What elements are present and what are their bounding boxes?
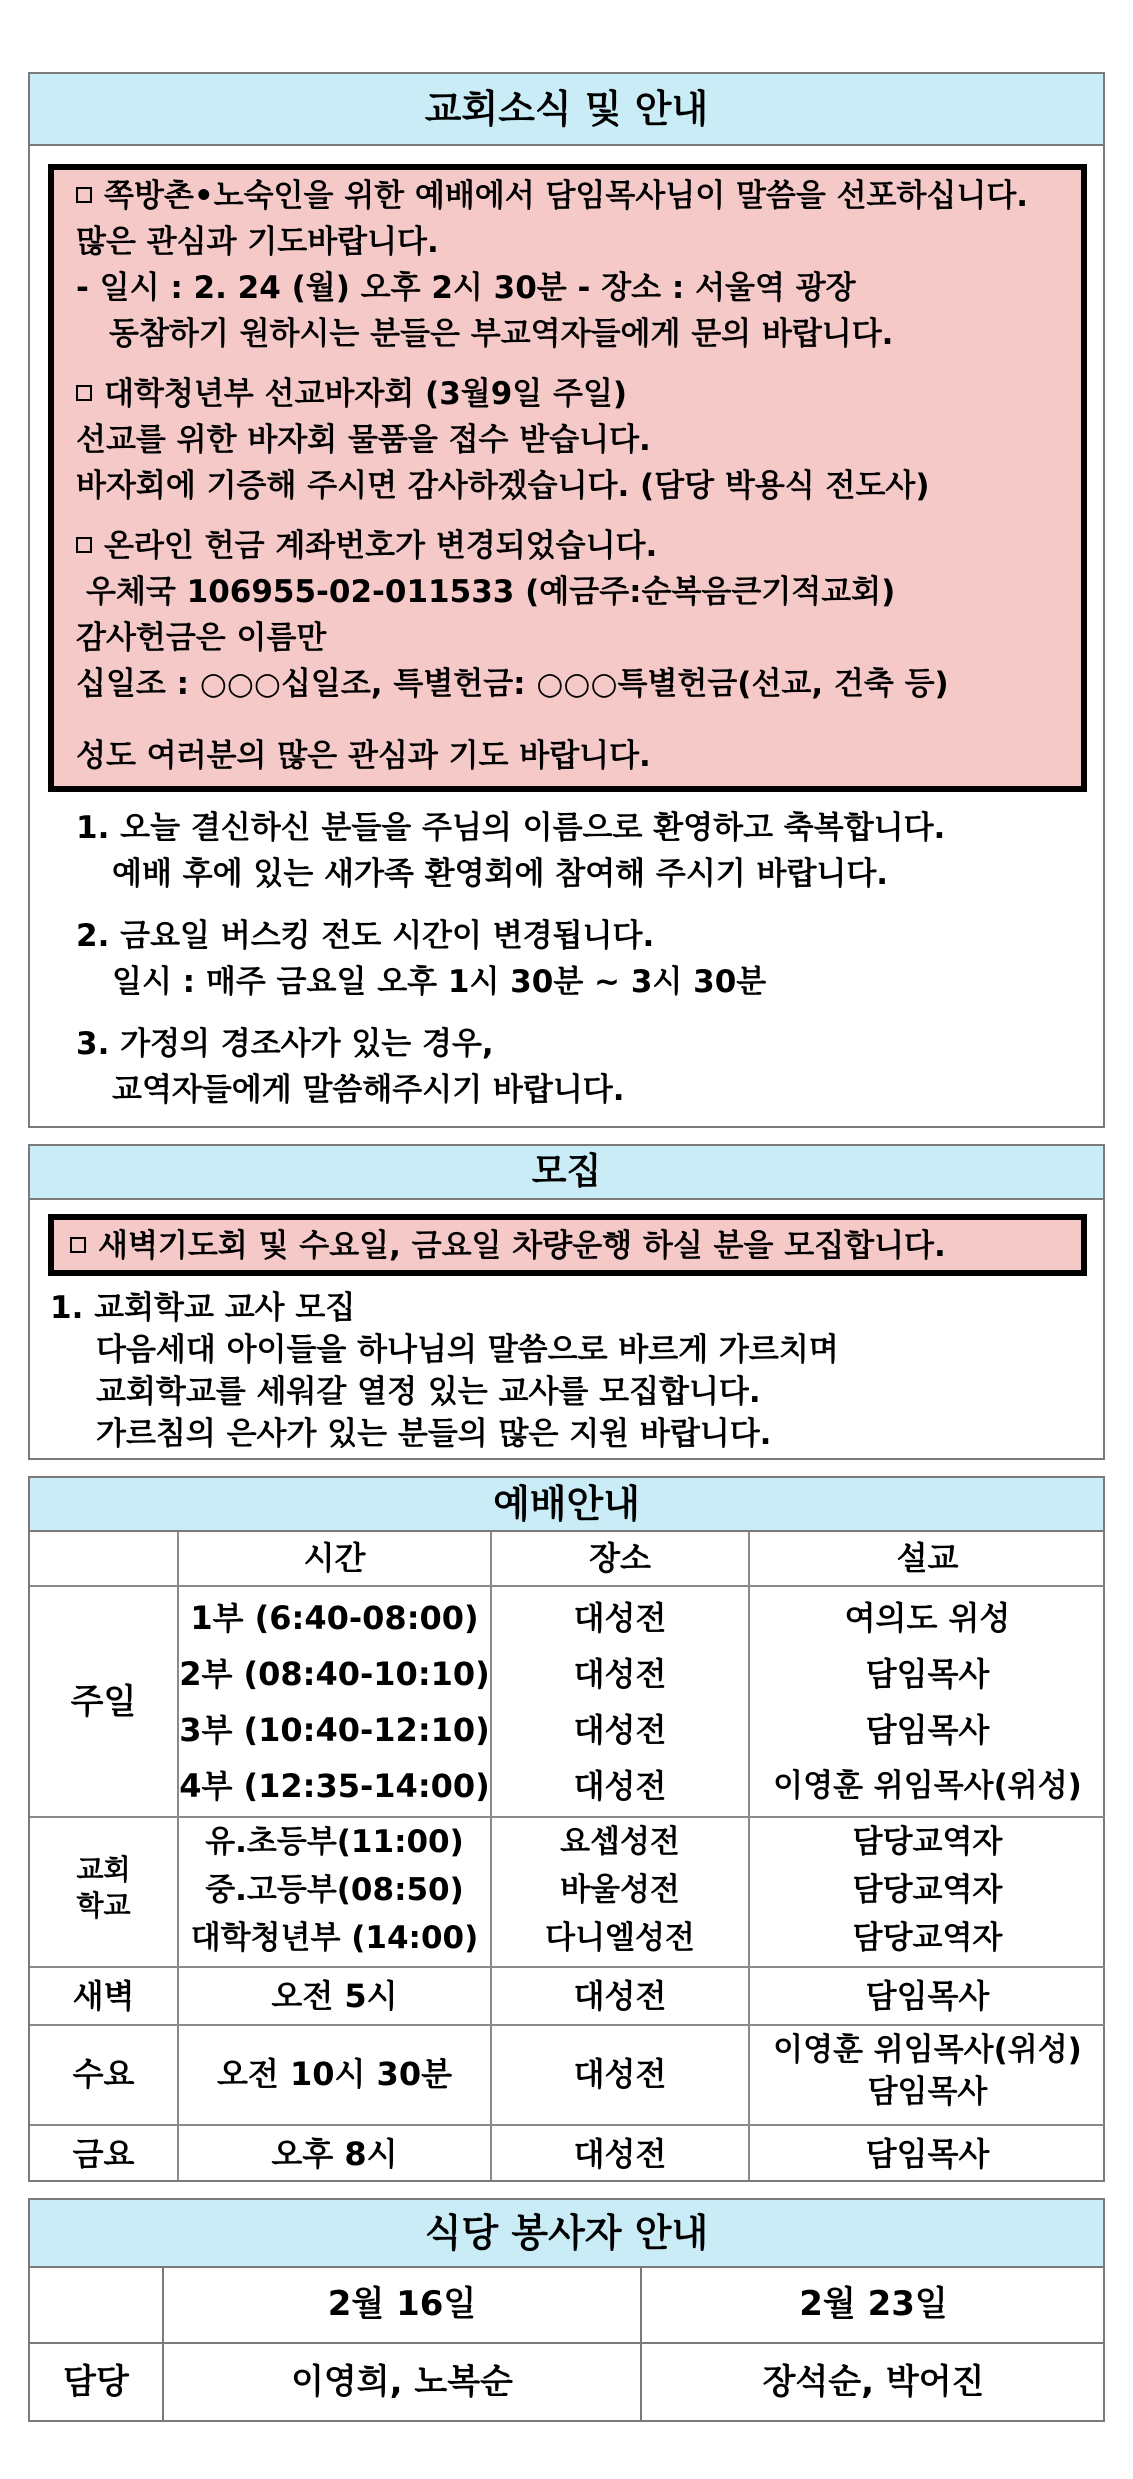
worship-school-row3-preacher: 담당교역자	[852, 1920, 1003, 1956]
worship-wednesday-preacher1: 이영훈 위임목사(위성)	[773, 2032, 1082, 2068]
news-list-item2-line2: 일시 : 매주 금요일 오후 1시 30분 ~ 3시 30분	[112, 964, 767, 1000]
cafeteria-row-label: 담당	[63, 2362, 129, 2402]
checkbox-icon	[70, 1237, 86, 1253]
worship-school-row2-time: 중.고등부(08:50)	[205, 1872, 464, 1908]
worship-friday-label: 금요	[72, 2135, 135, 2173]
news-item3-line2: 우체국 106955-02-011533 (예금주:순복음큰기적교회)	[86, 574, 896, 610]
worship-sunday-row2-time: 2부 (08:40-10:10)	[179, 1655, 490, 1693]
worship-section	[28, 1476, 1105, 2182]
worship-header-preacher: 설교	[896, 1539, 959, 1577]
worship-wednesday-place: 대성전	[573, 2055, 667, 2093]
news-item1-line1: 쪽방촌•노숙인을 위한 예배에서 담임목사님이 말씀을 선포하십니다.	[76, 176, 1028, 216]
recruit-section	[28, 1144, 1105, 1460]
worship-sunday-row4-time: 4부 (12:35-14:00)	[179, 1767, 490, 1805]
worship-sunday-row3-time: 3부 (10:40-12:10)	[179, 1711, 490, 1749]
recruit-line2: 교회학교를 세워갈 열정 있는 교사를 모집합니다.	[96, 1374, 761, 1410]
worship-wednesday-time: 오전 10시 30분	[217, 2055, 452, 2093]
worship-school-row2-preacher: 담당교역자	[852, 1872, 1003, 1908]
news-closing: 성도 여러분의 많은 관심과 기도 바랍니다.	[76, 738, 651, 774]
news-highlight-box	[48, 164, 1087, 792]
worship-school-label2: 학교	[76, 1889, 131, 1922]
news-item1-line2: 많은 관심과 기도바랍니다.	[76, 224, 439, 260]
worship-sunday-row1-preacher: 여의도 위성	[844, 1599, 1011, 1637]
recruit-box-text: 새벽기도회 및 수요일, 금요일 차량운행 하실 분을 모집합니다.	[70, 1226, 946, 1266]
cafeteria-date1: 2월 16일	[327, 2284, 477, 2324]
worship-sunday-row2-place: 대성전	[573, 1655, 667, 1693]
worship-row-divider	[30, 2124, 1105, 2126]
worship-school-row1-preacher: 담당교역자	[852, 1824, 1003, 1860]
news-item2-line1: 대학청년부 선교바자회 (3월9일 주일)	[76, 374, 627, 414]
worship-school-row3-time: 대학청년부 (14:00)	[190, 1920, 479, 1956]
worship-wednesday-preacher2: 담임목사	[867, 2074, 988, 2110]
checkbox-icon	[76, 187, 92, 203]
cafeteria-title: 식당 봉사자 안내	[30, 2200, 1103, 2268]
worship-header-time: 시간	[303, 1539, 366, 1577]
cafeteria-row-divider	[30, 2342, 1105, 2344]
news-item1-line4: 동참하기 원하시는 분들은 부교역자들에게 문의 바랍니다.	[109, 316, 894, 352]
checkbox-icon	[76, 385, 92, 401]
worship-school-row1-time: 유.초등부(11:00)	[205, 1824, 464, 1860]
worship-row-divider	[30, 1966, 1105, 1968]
worship-dawn-time: 오전 5시	[271, 1977, 398, 2015]
checkbox-icon	[76, 537, 92, 553]
cafeteria-section	[28, 2198, 1105, 2422]
recruit-line1: 다음세대 아이들을 하나님의 말씀으로 바르게 가르치며	[96, 1332, 839, 1368]
recruit-line3: 가르침의 은사가 있는 분들의 많은 지원 바랍니다.	[96, 1416, 772, 1452]
news-list-item1-line1: 1. 오늘 결신하신 분들을 주님의 이름으로 환영하고 축복합니다.	[76, 810, 946, 846]
worship-friday-time: 오후 8시	[271, 2135, 398, 2173]
worship-friday-preacher: 담임목사	[865, 2135, 990, 2173]
worship-dawn-preacher: 담임목사	[865, 1977, 990, 2015]
news-item2-line2: 선교를 위한 바자회 물품을 접수 받습니다.	[76, 422, 651, 458]
news-item3-line3: 감사헌금은 이름만	[76, 620, 327, 656]
worship-sunday-row3-preacher: 담임목사	[865, 1711, 990, 1749]
news-list-item3-line2: 교역자들에게 말씀해주시기 바랍니다.	[112, 1072, 625, 1108]
worship-title: 예배안내	[30, 1478, 1103, 1532]
worship-school-row1-place: 요셉성전	[560, 1824, 680, 1860]
worship-sunday-row3-place: 대성전	[573, 1711, 667, 1749]
worship-row-divider	[30, 2024, 1105, 2026]
worship-sunday-row1-time: 1부 (6:40-08:00)	[190, 1599, 479, 1637]
news-item3-line1: 온라인 헌금 계좌번호가 변경되었습니다.	[76, 526, 657, 566]
worship-row-divider	[30, 1816, 1105, 1818]
news-item2-line3: 바자회에 기증해 주시면 감사하겠습니다. (담당 박용식 전도사)	[76, 468, 930, 504]
worship-school-row3-place: 다니엘성전	[545, 1920, 695, 1956]
worship-header-place: 장소	[589, 1539, 651, 1577]
worship-sunday-row4-place: 대성전	[573, 1767, 667, 1805]
worship-sunday-row1-place: 대성전	[573, 1599, 667, 1637]
worship-sunday-row2-preacher: 담임목사	[865, 1655, 990, 1693]
recruit-title: 모집	[30, 1146, 1103, 1200]
worship-dawn-place: 대성전	[573, 1977, 667, 2015]
worship-sunday-row4-preacher: 이영훈 위임목사(위성)	[773, 1768, 1082, 1804]
worship-wednesday-label: 수요	[72, 2055, 135, 2093]
recruit-highlight-box	[48, 1214, 1087, 1276]
news-title: 교회소식 및 안내	[30, 74, 1103, 146]
news-item1-line3: - 일시 : 2. 24 (월) 오후 2시 30분 - 장소 : 서울역 광장	[76, 270, 856, 306]
worship-school-row2-place: 바울성전	[560, 1872, 680, 1908]
worship-row-divider	[30, 1585, 1105, 1587]
cafeteria-names1: 이영희, 노복순	[291, 2362, 513, 2402]
news-item3-line4: 십일조 : ○○○십일조, 특별헌금: ○○○특별헌금(선교, 건축 등)	[76, 666, 949, 702]
worship-friday-place: 대성전	[573, 2135, 667, 2173]
worship-school-label1: 교회	[76, 1853, 131, 1886]
news-list-item3-line1: 3. 가정의 경조사가 있는 경우,	[76, 1026, 494, 1062]
news-section	[28, 72, 1105, 1128]
cafeteria-date2: 2월 23일	[799, 2284, 948, 2324]
cafeteria-names2: 장석순, 박어진	[762, 2362, 985, 2402]
news-list-item1-line2: 예배 후에 있는 새가족 환영회에 참여해 주시기 바랍니다.	[112, 856, 889, 892]
recruit-item-title: 1. 교회학교 교사 모집	[50, 1290, 356, 1326]
news-list-item2-line1: 2. 금요일 버스킹 전도 시간이 변경됩니다.	[76, 918, 655, 954]
worship-dawn-label: 새벽	[72, 1977, 135, 2015]
worship-sunday-label: 주일	[70, 1682, 137, 1722]
